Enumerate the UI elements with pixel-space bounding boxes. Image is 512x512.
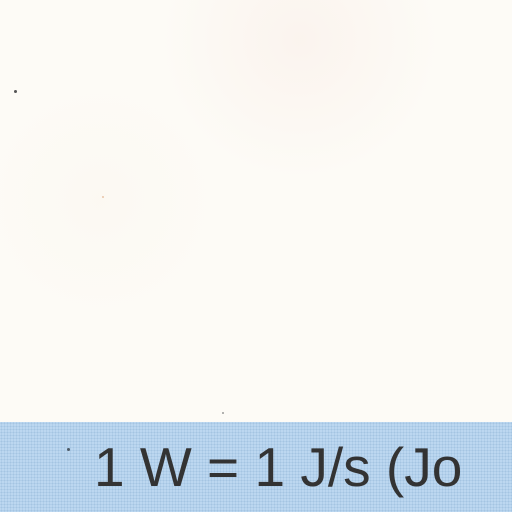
power-unit-formula: 1 W = 1 J/s (Jo	[94, 436, 463, 498]
speck-mark	[102, 196, 104, 198]
formula-highlight-band	[0, 422, 512, 512]
speck-mark	[14, 90, 17, 93]
speck-mark	[222, 412, 224, 414]
speck-mark	[67, 448, 70, 451]
